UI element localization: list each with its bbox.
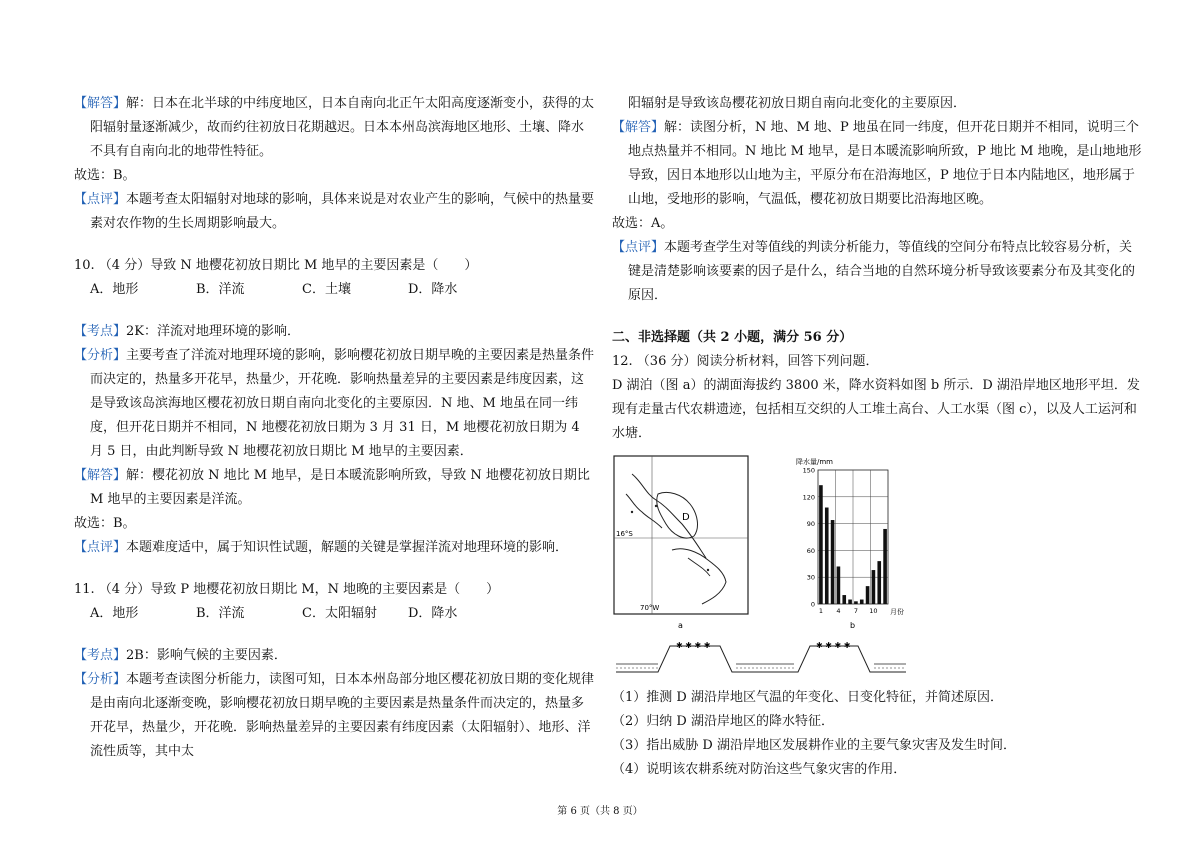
left-column	[74, 92, 596, 764]
field-cross-section-figure	[612, 640, 912, 680]
analysis-tag: 【分析】	[74, 348, 127, 363]
q11-analysis-continued: 阳辐射是导致该岛樱花初放日期自南向北变化的主要原因．	[628, 96, 967, 111]
q11-kaodian	[74, 644, 596, 668]
chart-x-tick-label: 4	[836, 607, 841, 615]
precip-bar-month-1	[819, 485, 823, 604]
map-lat-label: 16°S	[616, 530, 633, 538]
q9-answer: 故选：B。	[74, 168, 136, 183]
q12-sub-question-4: （4）说明该农耕系统对防治这些气象灾害的作用．	[612, 762, 907, 777]
chart-title: 降水量/mm	[796, 458, 833, 466]
solution-text: 解：日本在北半球的中纬度地区，日本自南向北正午太阳高度逐渐变小，获得的太阳辐射量逐渐减少，故而约往初放日花期越迟。日本本州岛滨海地区地形、土壤、降水不具有自南向北的地带性特征。	[90, 96, 595, 159]
page-footer: 第 6 页（共 8 页）	[557, 806, 643, 817]
q12-sub-question-2: （2）归纳 D 湖沿岸地区的降水特征．	[612, 714, 834, 729]
chart-x-tick-label: 10	[869, 607, 878, 615]
q10-option-d: D．降水	[408, 282, 458, 297]
q10-stem: 10. （4 分）导致 N 地樱花初放日期比 M 地早的主要因素是（ ）	[74, 258, 478, 273]
map-site-dot	[707, 569, 709, 571]
right-column	[612, 92, 1144, 782]
solution-text: 解：樱花初放 N 地比 M 地早，是日本暖流影响所致，导致 N 地樱花初放日期比 M 地早的主要因素是洋流。	[90, 468, 590, 507]
q11-option-a: A．地形	[90, 606, 139, 621]
chart-y-tick-label: 90	[806, 520, 815, 529]
chart-y-tick-label: 120	[802, 493, 815, 502]
q11-analysis	[74, 668, 596, 764]
precip-bar-month-12	[883, 529, 887, 604]
precip-bar-month-11	[877, 561, 881, 604]
kaodian-text: 2B：影响气候的主要因素．	[126, 648, 287, 663]
q12-stem: 12. （36 分）阅读分析材料，回答下列问题．	[612, 354, 879, 369]
q9-comment	[74, 188, 596, 236]
q10-option-a: A．地形	[90, 282, 139, 297]
map-site-dot	[655, 505, 657, 507]
q11-option-b: B．洋流	[196, 606, 245, 621]
lake-d-outline	[657, 492, 698, 538]
q10-options	[74, 278, 596, 302]
kaodian-tag: 【考点】	[74, 648, 127, 663]
chart-x-tick-label: 1	[818, 607, 823, 615]
crop-symbols: ✱ ✱ ✱ ✱	[676, 641, 711, 650]
q11-options	[74, 602, 596, 626]
comment-text: 本题考查学生对等值线的判读分析能力，等值线的空间分布特点比较容易分析，关键是清楚影响该要素的因子是什么，结合当地的自然环境分析导致该要素分布及其变化的原因．	[628, 240, 1136, 303]
kaodian-tag: 【考点】	[74, 324, 127, 339]
map-lon-label: 70°W	[640, 604, 660, 612]
map-lake-label: D	[682, 512, 690, 523]
precip-bar-month-10	[872, 570, 876, 604]
precip-bar-month-6	[848, 600, 852, 604]
q9-solution	[74, 92, 596, 164]
q11-option-d: D．降水	[408, 606, 458, 621]
chart-y-tick-label: 0	[810, 600, 815, 609]
comment-tag: 【点评】	[74, 540, 127, 555]
solution-text: 解：读图分析，N 地、M 地、P 地虽在同一纬度，但开花日期并不相同，说明三个地点热量并不相同。N 地比 M 地早，是日本暖流影响所致，P 地比 M 地晚，是山地地形导致，因日本地形以山地为主，平原分布在沿海地区，P 地位于日本内陆地区，地形属于山地，受地形的影响，气温低，樱花初放日期要比沿海地区晚。	[628, 120, 1142, 207]
precip-bar-month-9	[866, 586, 870, 604]
analysis-text: 主要考查了洋流对地理环境的影响，影响樱花初放日期早晚的主要因素是热量条件而决定的，热量多开花早，热量少，开花晚．影响热量差异的主要因素是纬度因素，这是导致该岛滨海地区樱花初放日期自南向北变化的主要原因．N 地、M 地虽在同一纬度，但开花日期并不相同，N 地樱花初放日期为 3 月 31 日，M 地樱花初放日期为 4 月 5 日，由此判断导致 N 地樱花初放日期比 M 地早的主要因素．	[90, 348, 595, 459]
chart-xlabel: 月份	[890, 608, 904, 616]
q12-sub-question-1: （1）推测 D 湖沿岸地区气温的年变化、日变化特征，并简述原因．	[612, 690, 1003, 705]
q11-solution	[612, 116, 1144, 212]
q11-stem: 11. （4 分）导致 P 地樱花初放日期比 M，N 地晚的主要因素是（ ）	[74, 582, 500, 597]
crop-symbols: ✱ ✱ ✱ ✱	[816, 641, 851, 650]
precip-bar-month-3	[831, 520, 835, 604]
q10-analysis	[74, 344, 596, 464]
map-shoreline	[632, 474, 706, 558]
analysis-text: 本题考查读图分析能力，读图可知，日本本州岛部分地区樱花初放日期的变化规律是由南向北逐渐变晚，影响樱花初放日期早晚的主要因素是热量条件而决定的，热量多开花早，热量少，开花晚．影响热量差异的主要因素有纬度因素（太阳辐射）、地形、洋流性质等，其中太	[90, 672, 595, 759]
q12-material: D 湖泊（图 a）的湖面海拔约 3800 米，降水资料如图 b 所示．D 湖沿岸地区地形平坦．发现有走量古代农耕遗迹，包括相互交织的人工堆土高台、人工水渠（图 c），以及人工运河和水塘．	[612, 378, 1140, 441]
map-site-dot	[631, 511, 633, 513]
q12-figures	[612, 446, 1144, 686]
chart-y-tick-label: 150	[802, 466, 815, 475]
q11-answer: 故选：A。	[612, 216, 674, 231]
precip-bar-month-5	[842, 595, 846, 604]
solution-tag: 【解答】	[612, 120, 665, 135]
chart-y-tick-label: 30	[806, 573, 815, 582]
chart-x-tick-label: 7	[853, 607, 858, 615]
q10-comment	[74, 536, 596, 560]
map-caption: a	[678, 621, 683, 630]
q10-option-b: B．洋流	[196, 282, 245, 297]
map-river	[688, 558, 710, 576]
map-frame	[614, 456, 748, 614]
lake-map-figure	[612, 454, 752, 632]
comment-tag: 【点评】	[74, 192, 127, 207]
q10-kaodian	[74, 320, 596, 344]
precipitation-chart	[794, 454, 914, 632]
solution-tag: 【解答】	[74, 96, 127, 111]
comment-text: 本题考查太阳辐射对地球的影响，具体来说是对农业产生的影响，气候中的热量要素对农作物的生长周期影响最大。	[90, 192, 595, 231]
solution-tag: 【解答】	[74, 468, 127, 483]
comment-text: 本题难度适中，属于知识性试题，解题的关键是掌握洋流对地理环境的影响．	[126, 540, 569, 555]
map-lake-outline	[672, 549, 726, 604]
chart-caption: b	[850, 621, 856, 630]
q10-option-c: C．土壤	[302, 282, 351, 297]
q10-answer: 故选：B。	[74, 516, 136, 531]
chart-y-tick-label: 60	[806, 546, 815, 555]
precip-bar-month-4	[837, 566, 841, 604]
q11-option-c: C．太阳辐射	[302, 606, 377, 621]
q11-comment	[612, 236, 1144, 308]
analysis-tag: 【分析】	[74, 672, 127, 687]
section-2-title: 二、非选择题（共 2 小题，满分 56 分）	[612, 330, 853, 345]
precip-bar-month-8	[860, 600, 864, 604]
comment-tag: 【点评】	[612, 240, 665, 255]
precip-bar-month-2	[825, 508, 829, 604]
q10-solution	[74, 464, 596, 512]
q12-sub-question-3: （3）指出威胁 D 湖沿岸地区发展耕作业的主要气象灾害及发生时间．	[612, 738, 1016, 753]
precip-bar-month-7	[854, 601, 858, 604]
kaodian-text: 2K：洋流对地理环境的影响．	[126, 324, 300, 339]
